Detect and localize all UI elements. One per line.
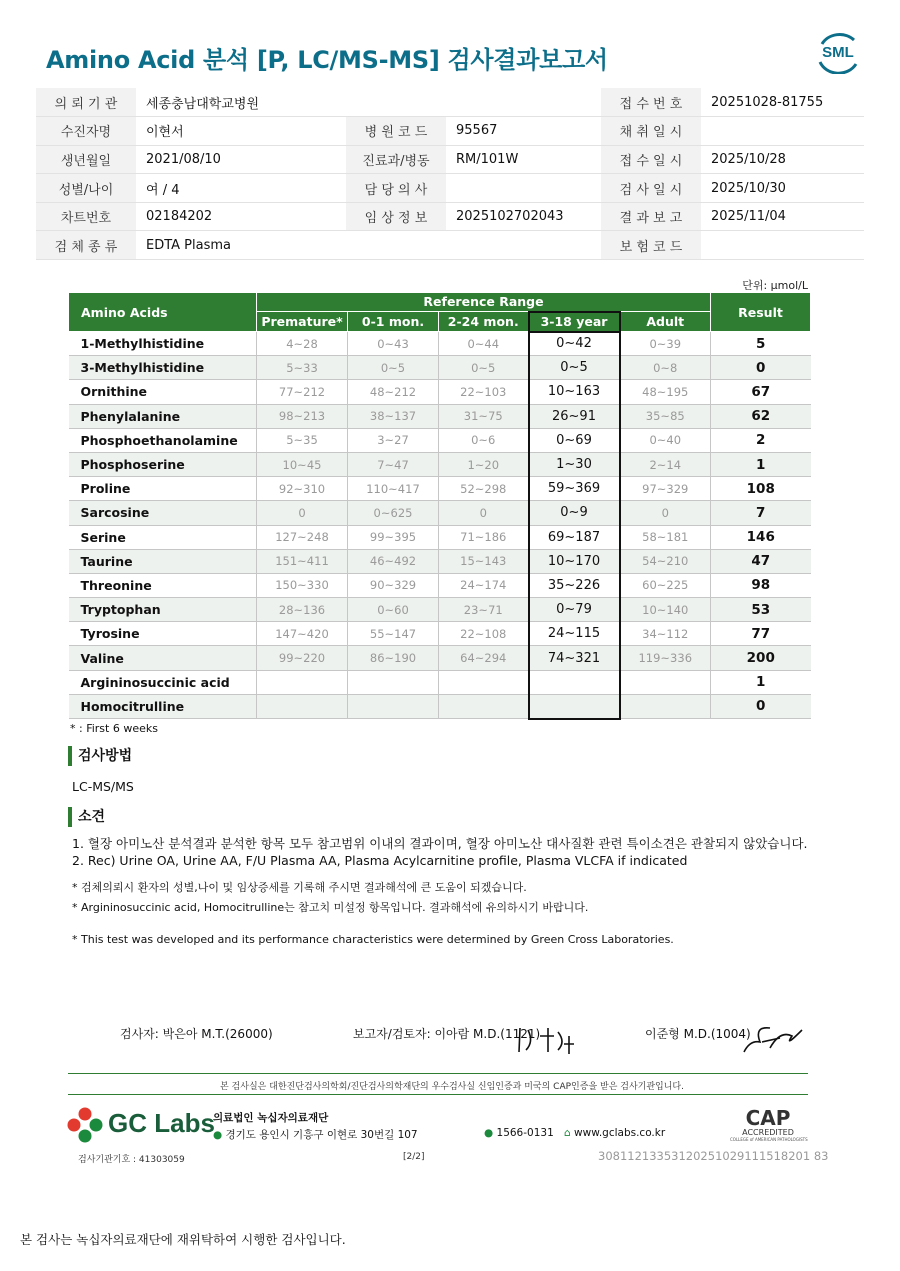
result-value: 1 [711, 670, 811, 694]
amino-acid-name: Taurine [69, 549, 257, 573]
reference-value: 22~108 [439, 622, 529, 646]
amino-acid-name: Phenylalanine [69, 404, 257, 428]
phone: ● 1566-0131 [484, 1127, 554, 1139]
result-value: 5 [711, 332, 811, 356]
reference-value: 97~329 [620, 477, 711, 501]
reporter-signature: 보고자/검토자: 이아람 M.D.(1121) [353, 1027, 541, 1041]
reference-value: 0~625 [348, 501, 439, 525]
amino-acid-name: 3-Methylhistidine [69, 356, 257, 380]
table-row [69, 694, 811, 718]
reference-value: 151~411 [257, 549, 348, 573]
method-text: LC-MS/MS [72, 779, 134, 794]
location-pin-icon: ● [213, 1129, 223, 1141]
gc-cross-icon [66, 1106, 104, 1144]
reference-value: 54~210 [620, 549, 711, 573]
reference-value: 52~298 [439, 477, 529, 501]
table-row [69, 549, 811, 573]
result-value: 2 [711, 428, 811, 452]
table-row [69, 501, 811, 525]
reference-value: 46~492 [348, 549, 439, 573]
reference-value-highlighted: 26~91 [529, 404, 620, 428]
reference-value: 0~40 [620, 428, 711, 452]
amino-acid-name: Homocitrulline [69, 694, 257, 718]
reference-value-highlighted: 1~30 [529, 452, 620, 476]
home-icon: ⌂ [564, 1127, 571, 1139]
reference-value-highlighted: 10~163 [529, 380, 620, 404]
reference-value-highlighted [529, 694, 620, 718]
reference-value: 23~71 [439, 598, 529, 622]
result-value: 67 [711, 380, 811, 404]
reference-value: 31~75 [439, 404, 529, 428]
reference-value: 0~8 [620, 356, 711, 380]
reference-value: 0~60 [348, 598, 439, 622]
table-row [69, 670, 811, 694]
reference-value [439, 670, 529, 694]
opinion-heading: 소견 [68, 807, 105, 827]
page-number: [2/2] [403, 1152, 425, 1162]
header-reference-range: Reference Range [257, 293, 711, 312]
reference-value: 99~220 [257, 646, 348, 670]
header-amino-acids: Amino Acids [69, 293, 257, 332]
reference-value: 7~47 [348, 452, 439, 476]
table-row [69, 477, 811, 501]
handwritten-signature [514, 1022, 580, 1058]
result-value: 98 [711, 573, 811, 597]
patient-row: 의 뢰 기 관 세종충남대학교병원 접 수 번 호 20251028-81755 [36, 88, 864, 117]
header-col-highlighted: 3-18 year [529, 312, 620, 332]
phone-icon: ● [484, 1127, 494, 1139]
amino-acid-name: 1-Methylhistidine [69, 332, 257, 356]
reference-value: 0 [439, 501, 529, 525]
tester-signature: 검사자: 박은아 M.T.(26000) [120, 1027, 273, 1041]
reference-value: 0~5 [439, 356, 529, 380]
reference-value-highlighted: 0~79 [529, 598, 620, 622]
amino-acid-name: Tyrosine [69, 622, 257, 646]
reference-value-highlighted: 0~69 [529, 428, 620, 452]
opinion-line: 2. Rec) Urine OA, Urine AA, F/U Plasma AA, Plasma Acylcarnitine profile, Plasma VLCFA if indicated [72, 853, 688, 868]
reference-value: 48~195 [620, 380, 711, 404]
reference-value: 98~213 [257, 404, 348, 428]
report-title: Amino Acid 분석 [P, LC/MS-MS] 검사결과보고서 [46, 46, 608, 74]
table-footnote: * : First 6 weeks [70, 722, 158, 735]
reference-value: 99~395 [348, 525, 439, 549]
reference-value: 71~186 [439, 525, 529, 549]
amino-acid-name: Tryptophan [69, 598, 257, 622]
reference-value: 4~28 [257, 332, 348, 356]
amino-acid-name: Proline [69, 477, 257, 501]
reference-value: 48~212 [348, 380, 439, 404]
handwritten-signature [740, 1018, 806, 1058]
patient-row: 생년월일 2021/08/10 진료과/병동 RM/101W 접 수 일 시 2025/10/28 [36, 145, 864, 174]
result-value: 1 [711, 452, 811, 476]
reference-value: 10~140 [620, 598, 711, 622]
reference-value-highlighted: 59~369 [529, 477, 620, 501]
address: ● 경기도 용인시 기흥구 이현로 30번길 107 [213, 1129, 418, 1141]
header-col: 2-24 mon. [439, 312, 529, 332]
reference-value [620, 694, 711, 718]
doctor-signature: 이준형 M.D.(1004) [645, 1027, 751, 1041]
amino-acid-name: Phosphoserine [69, 452, 257, 476]
table-row [69, 332, 811, 356]
reference-value: 86~190 [348, 646, 439, 670]
reference-value: 34~112 [620, 622, 711, 646]
patient-row: 차트번호 02184202 임 상 정 보 2025102702043 결 과 보 고 2025/11/04 [36, 202, 864, 231]
reference-value [620, 670, 711, 694]
reference-value: 10~45 [257, 452, 348, 476]
reference-value-highlighted: 0~42 [529, 332, 620, 356]
reference-value: 147~420 [257, 622, 348, 646]
header-col: Adult [620, 312, 711, 332]
opinion-line: 1. 혈장 아미노산 분석결과 분석한 항목 모두 참고범위 이내의 결과이며, 혈장 아미노산 대사질환 관련 특이소견은 관찰되지 않았습니다. [72, 836, 808, 851]
reference-value: 90~329 [348, 573, 439, 597]
reference-value: 77~212 [257, 380, 348, 404]
result-value: 62 [711, 404, 811, 428]
reference-value: 92~310 [257, 477, 348, 501]
reference-value [257, 670, 348, 694]
barcode-number: 30811213353120251029111518201 83 [598, 1149, 829, 1163]
result-value: 53 [711, 598, 811, 622]
reference-value: 0~39 [620, 332, 711, 356]
reference-value: 22~103 [439, 380, 529, 404]
reference-value: 0~43 [348, 332, 439, 356]
reference-value: 64~294 [439, 646, 529, 670]
table-row [69, 646, 811, 670]
amino-acid-name: Ornithine [69, 380, 257, 404]
reference-value: 150~330 [257, 573, 348, 597]
table-row [69, 404, 811, 428]
reference-value: 127~248 [257, 525, 348, 549]
header-col: Premature* [257, 312, 348, 332]
table-row [69, 598, 811, 622]
reference-value: 0~5 [348, 356, 439, 380]
reference-value: 38~137 [348, 404, 439, 428]
result-value: 0 [711, 356, 811, 380]
reference-value: 0 [257, 501, 348, 525]
reference-value: 0 [620, 501, 711, 525]
svg-text:SML: SML [822, 44, 854, 61]
patient-row: 성별/나이 여 / 4 담 당 의 사 검 사 일 시 2025/10/30 [36, 174, 864, 203]
cap-accredited-logo: CAP ACCREDITED COLLEGE of AMERICAN PATHOLOGISTS [730, 1106, 808, 1142]
reference-value: 1~20 [439, 452, 529, 476]
result-value: 0 [711, 694, 811, 718]
patient-row: 수진자명 이현서 병 원 코 드 95567 채 취 일 시 [36, 117, 864, 146]
reference-value: 58~181 [620, 525, 711, 549]
method-heading: 검사방법 [68, 746, 132, 766]
amino-acid-name: Serine [69, 525, 257, 549]
result-value: 108 [711, 477, 811, 501]
reference-value [257, 694, 348, 718]
table-row [69, 452, 811, 476]
note-line: * Argininosuccinic acid, Homocitrulline는 참고치 미설정 항목입니다. 결과해석에 유의하시기 바랍니다. [72, 901, 589, 914]
reference-value: 110~417 [348, 477, 439, 501]
reference-value: 5~35 [257, 428, 348, 452]
reference-value [439, 694, 529, 718]
reference-value: 35~85 [620, 404, 711, 428]
result-value: 7 [711, 501, 811, 525]
amino-acid-name: Argininosuccinic acid [69, 670, 257, 694]
org-name: 의료법인 녹십자의료재단 [213, 1112, 329, 1124]
table-row [69, 622, 811, 646]
note-line: * This test was developed and its performance characteristics were determined by Green Cross Laboratories. [72, 933, 674, 946]
reference-value: 60~225 [620, 573, 711, 597]
result-value: 146 [711, 525, 811, 549]
sml-logo [814, 30, 862, 74]
certification-text: 본 검사실은 대한진단검사의학회/진단검사의학재단의 우수검사실 신임인증과 미국의 CAP인증을 받은 검사기관입니다. [220, 1082, 684, 1092]
table-row [69, 380, 811, 404]
reference-value-highlighted: 0~9 [529, 501, 620, 525]
reference-value: 55~147 [348, 622, 439, 646]
header-col: 0-1 mon. [348, 312, 439, 332]
reference-value-highlighted [529, 670, 620, 694]
header-result: Result [711, 293, 811, 332]
amino-acid-table [68, 292, 811, 720]
note-line: * 검체의뢰시 환자의 성별,나이 및 임상증세를 기록해 주시면 결과해석에 큰 도움이 되겠습니다. [72, 881, 527, 894]
reference-value [348, 670, 439, 694]
bottom-note: 본 검사는 녹십자의료재단에 재위탁하여 시행한 검사입니다. [20, 1232, 346, 1247]
reference-value: 3~27 [348, 428, 439, 452]
reference-value-highlighted: 69~187 [529, 525, 620, 549]
reference-value: 119~336 [620, 646, 711, 670]
patient-row: 검 체 종 류 EDTA Plasma 보 험 코 드 [36, 231, 864, 260]
website: ⌂ www.gclabs.co.kr [564, 1127, 666, 1139]
result-value: 77 [711, 622, 811, 646]
amino-acid-name: Valine [69, 646, 257, 670]
reference-value: 2~14 [620, 452, 711, 476]
institution-code: 검사기관기호 : 41303059 [78, 1155, 185, 1165]
table-row [69, 428, 811, 452]
reference-value: 15~143 [439, 549, 529, 573]
reference-value-highlighted: 74~321 [529, 646, 620, 670]
unit-label: 단위: μmol/L [742, 279, 808, 292]
result-value: 47 [711, 549, 811, 573]
reference-value-highlighted: 10~170 [529, 549, 620, 573]
reference-value: 24~174 [439, 573, 529, 597]
reference-value: 28~136 [257, 598, 348, 622]
gclabs-logo-text: GC Labs [108, 1108, 215, 1138]
amino-acid-name: Sarcosine [69, 501, 257, 525]
reference-value-highlighted: 24~115 [529, 622, 620, 646]
patient-info-table [36, 88, 864, 260]
reference-value-highlighted: 0~5 [529, 356, 620, 380]
amino-acid-name: Phosphoethanolamine [69, 428, 257, 452]
reference-value [348, 694, 439, 718]
table-row [69, 356, 811, 380]
reference-value: 0~44 [439, 332, 529, 356]
amino-acid-name: Threonine [69, 573, 257, 597]
table-row [69, 573, 811, 597]
table-row [69, 525, 811, 549]
reference-value: 5~33 [257, 356, 348, 380]
reference-value-highlighted: 35~226 [529, 573, 620, 597]
reference-value: 0~6 [439, 428, 529, 452]
result-value: 200 [711, 646, 811, 670]
